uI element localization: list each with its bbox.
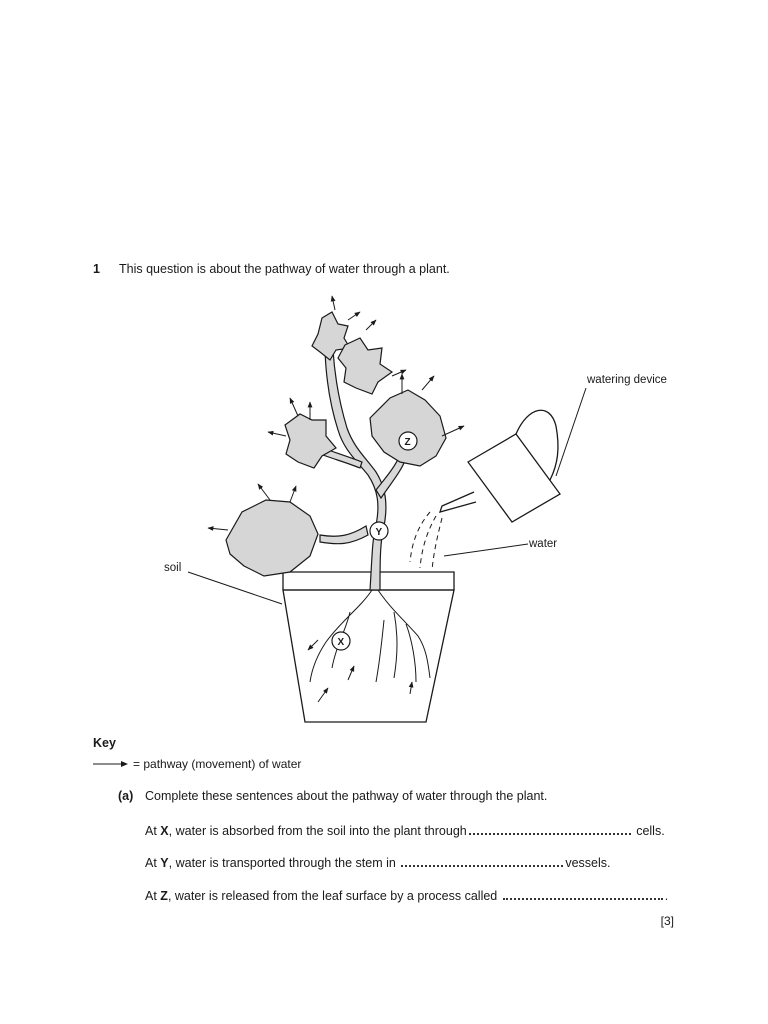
question-intro: This question is about the pathway of water through a plant. (119, 262, 450, 276)
plant-diagram (150, 290, 710, 730)
answer-blank-x[interactable] (469, 821, 631, 835)
point-y-letter: Y (375, 527, 383, 538)
label-water: water (529, 538, 558, 550)
point-x-letter: X (337, 637, 345, 648)
sentence-y: At Y, water is transported through the stem in vessels. (145, 853, 610, 870)
label-soil: soil (164, 562, 182, 574)
key-row (93, 757, 301, 771)
marks: [3] (660, 914, 674, 928)
answer-blank-y[interactable] (401, 853, 563, 867)
key-title: Key (93, 736, 116, 750)
part-a-instruction: Complete these sentences about the pathway of water through the plant. (145, 789, 548, 803)
sentence-x: At X, water is absorbed from the soil into the plant through cells. (145, 821, 665, 838)
answer-blank-z[interactable] (503, 886, 663, 900)
key-arrow-icon (93, 760, 129, 768)
watering-device (440, 410, 560, 522)
question-number: 1 (93, 262, 100, 276)
sentence-z: At Z, water is released from the leaf surface by a process called . (145, 886, 668, 903)
label-watering-device: watering device (587, 374, 667, 386)
part-a-label: (a) (118, 789, 134, 803)
key-arrow-meaning: = pathway (movement) of water (133, 757, 302, 771)
point-z-letter: Z (404, 437, 411, 448)
water-streams (410, 512, 442, 570)
